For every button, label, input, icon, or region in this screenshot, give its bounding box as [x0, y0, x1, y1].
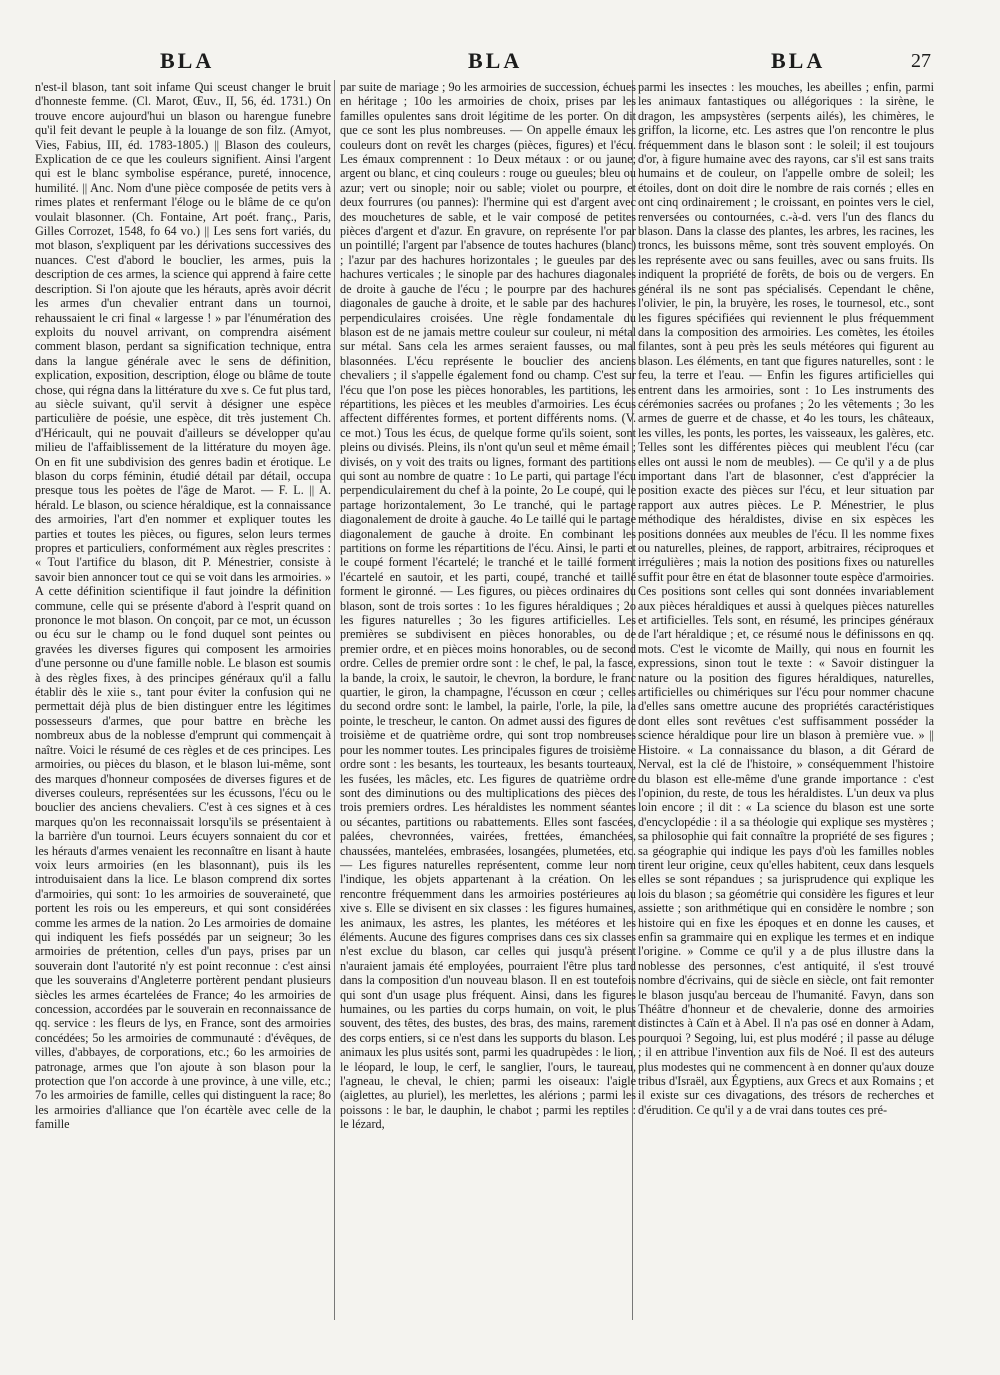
column-3-text: parmi les insectes : les mouches, les abeilles ; enfin, parmi les animaux fantastiques ou allégoriques : la sirène, le dragon, les ampsystères (serpents ailés), les chimères, le griffon, la licorne, etc. Les astres que l'on rencontre le plus fréquemment dans le blason sont : le soleil; il est toujours d'or, à figure humaine avec des rayons, car s'il est sans traits humains et de couleur, on l'appelle ombre de soleil; les étoiles, dont on doit dire le nombre de rais cornés ; elles en ont cinq ordinairement ; le croissant, en pointes vers le ciel, renversées ou contournées, c.-à-d. vers l'un des flancs du blason. Dans la classe des plantes, les arbres, les racines, les troncs, les buissons même, sont très souvent employés. On les représente avec ou sans feuilles, avec ou sans fruits. Ils indiquent la propriété de forêts, de bois ou de vergers. En général ils ne sont pas spécialisés. Cependant le chêne, l'olivier, le pin, la bruyère, les roses, le tournesol, etc., sont les figures spécifiées qui reviennent le plus fréquemment dans la composition des armoiries. Les comètes, les étoiles filantes, sont à peu près les seuls météores qui figurent au blason. Les éléments, en tant que figures naturelles, sont : le feu, la terre et l'eau. — Enfin les figures artificielles qui entrent dans les armoiries, sont : 1o Les instruments des cérémonies sacrées ou profanes ; 2o les vêtements ; 3o les armes de guerre et de chasse, et 4o les tours, les châteaux, les villes, les ponts, les portes, les vaisseaux, les galères, etc. Telles sont les différentes pièces qui meublent l'écu (car elles ont aussi le nom de meubles). — Ce qu'il y a de plus important dans l'art de blasonner, c'est d'apprécier la position exacte des pièces sur l'écu, et leur situation par rapport aux autres pièces. Le P. Ménestrier, le plus méthodique des héraldistes, divise en six espèces les positions données aux meubles de l'écu. Il les nomme fixes ou naturelles, pleines, de rapport, arbitraires, réciproques et irrégulières ; mais la notion des positions fixes ou naturelles suffit pour être en état de blasonner toute espèce d'armoiries. Ces positions sont celles qui sont données invariablement aux pièces héraldiques et aussi à quelques pièces naturelles et artificielles. Tels sont, en résumé, les principes généraux de l'art héraldique ; et, ce résumé nous le définissons en qq. mots. C'est le vicomte de Mailly, qui nous en fournit les expressions, sinon tout le texte : « Savoir distinguer la nature ou la position des figures héraldiques, naturelles, artificielles ou chimériques sur l'écu pour nommer chacune d'elles sans omettre aucune des propriétés caractéristiques dont elles sont revêtues c'est suffisamment posséder la science héraldique pour lire un blason à première vue. » || Histoire. « La connaissance du blason, a dit Gérard de Nerval, est la clé de l'histoire, » conséquemment l'histoire du blason est elle-même d'une grande importance : c'est l'opinion, du reste, de tous les héraldistes. L'un deux va plus loin encore ; il dit : « La science du blason est une sorte d'encyclopédie : il a sa théologie qui explique ses mystères ; sa philosophie qui fait connaître la propriété de ses figures ; sa géographie qui indique les pays d'où les familles nobles tirent leur origine, ceux qu'elles habitent, ceux dans lesquels elles se sont répandues ; sa jurisprudence qui explique les lois du blason ; sa géométrie qui considère les figures et leur assiette ; son arithmétique qui en considère le nombre ; son histoire qui en fixe les époques et en donne les causes, et enfin sa grammaire qui en explique les termes et en indique l'origine. » Comme ce qu'il y a de plus illustre dans la noblesse des personnes, c'est antiquité, il s'est trouvé nombre d'écrivains, qui de siècle en siècle, ont fait remonter le blason jusqu'au berceau de l'humanité. Favyn, dans son Théâtre d'honneur et de chevalerie, donne des armoiries distinctes à Caïn et à Abel. Il n'a pas osé en donner à Adam, pourquoi ? Segoing, lui, est plus modéré ; il passe au déluge ; il en attribue l'invention aux fils de Noé. Il est des auteurs plus modestes qui ne commencent à en donner qu'aux douze tribus d'Israël, aux Égyptiens, aux Grecs et aux Romains ; et il existe sur ces divagations, des trésors de recherches et d'érudition. Ce qu'il y a de vrai dans toutes ces pré- — [638, 80, 934, 1117]
text-column-3 — [638, 80, 934, 1305]
page-number: 27 — [911, 50, 931, 72]
text-column-1 — [35, 80, 331, 1305]
column-1-text: n'est-il blason, tant soit infame Qui sceust changer le bruit d'honneste femme. (Cl. Marot, Œuv., II, 56, éd. 1731.) On trouve encore aujourd'hui un blason ou harengue funebre qu'il feit devant le peuple à la louange de son filz. (Amyot, Vies, Fabius, III, éd. 1783-1805.) || Blason des couleurs, Explication de ce que les couleurs signifient. Ainsi l'argent qui est le blanc symbolise espérance, pureté, innocence, humilité. || Anc. Nom d'une pièce composée de petits vers à rimes plates et renfermant l'éloge ou le blâme de ce qu'on voulait blasonner. (Ch. Fontaine, Art poét. franç., Paris, Gilles Corrozet, 1548, fo 64 vo.) || Les sens fort variés, du mot blason, s'expliquent par les dérivations successives des nuances. C'est d'abord le bouclier, les armes, puis la description de ces armes, la science qui apprend à faire cette description. Si l'on ajoute que les hérauts, après avoir décrit les armes d'un chevalier entrant dans un tournoi, rehaussaient le cri final « largesse ! » par l'énumération des exploits du nouvel arrivant, on comprendra aisément comment blason, perdant sa signification technique, entra dans la langue générale avec le sens de définition, explication, exposition, description, éloge ou blâme de toute chose, qui régna dans la littérature du xve s. Ce fut plus tard, au siècle suivant, qu'il servit à désigner une espèce particulière de poésie, une espèce, dit très justement Ch. d'Héricault, qui ne pouvait d'ailleurs se développer qu'au milieu de l'affaiblissement de la littérature du moyen âge. On en fit une subdivision des genres badin et érotique. Le blason du corps féminin, étudié détail par détail, occupa presque tous les poètes de l'âge de Marot. — F. L. || A. hérald. Le blason, ou science héraldique, est la connaissance des armoiries, l'art d'en nommer et expliquer toutes les parties et toutes les pièces, ou figures, selon leurs termes propres et particuliers, conformément aux règles prescrites : « Tout l'artifice du blason, dit P. Ménestrier, consiste à savoir bien annoncer tout ce qui se voit dans les armoiries. » A cette définition scientifique il faut joindre la définition commune, celle qui se présente d'abord à l'esprit quand on prononce le mot blason. On conçoit, par ce mot, un écusson ou écu sur le champ ou le fond duquel sont peintes ou gravées les diverses figures qui composent les armoiries d'une personne ou d'une famille noble. Le blason est soumis à des règles fixes, à des principes généraux qu'il a fallu établir dès le xiie s., tant pour éviter la confusion qui ne permettait déjà plus de bien distinguer entre les légitimes possesseurs d'armes, que pour battre en brèche les nombreux abus de la noblesse d'emprunt qui commençait à naître. Voici le résumé de ces règles et de ces principes. Les armoiries, ou pièces du blason, et le blason lui-même, sont des marques d'honneur composées de diverses figures et de diverses couleurs, représentées sur les écussons, l'écu ou le bouclier des anciens chevaliers. C'est à ces signes et à ces marques qu'on les reconnaissait lorsqu'ils se présentaient à la barrière d'un tournoi. Leurs écuyers sonnaient du cor et les hérauts d'armes venaient les reconnaître en lisant à haute voix leurs armoiries (en les blasonnant), puis ils les introduisaient dans la lice. Le blason comprend dix sortes d'armoiries, qui sont: 1o les armoiries de souveraineté, que portent les rois ou les empereurs, et qui sont considérées comme les armes de la nation. 2o Les armoiries de domaine qui indiquent les fiefs possédés par un seigneur; 3o les armoiries de prétention, celles d'un pays, prises par un souverain dont l'autorité n'y est point reconnue : c'est ainsi que les souverains d'Angleterre portèrent pendant plusieurs siècles les armes écartelées de France; 4o les armoiries de concession, accordées par le souverain en reconnaissance de qq. service : les fleurs de lys, en France, sont des armoiries concédées; 5o les armoiries de communauté : d'évêques, de villes, d'abbayes, de corporations, etc.; 6o les armoiries de patronage, armes que l'on ajoute à son blason pour la protection que l'on accorde à une province, à une ville, etc.; 7o les armoiries de famille, celles qui distinguent la race; 8o les armoiries d'alliance que l'on écartèle avec celle de la famille — [35, 80, 331, 1132]
running-head-center: BLA — [468, 48, 523, 73]
column-2-text: par suite de mariage ; 9o les armoiries de succession, échues en héritage ; 10o les armoiries de choix, prises par les familles opulentes sans droit légitime de les porter. On dit que ce sont les plus nombreuses. — On appelle émaux les couleurs dont on revêt les charges (pièces, figures) et l'écu. Les émaux comprennent : 1o Deux métaux : or ou jaune; argent ou blanc, et cinq couleurs : rouge ou gueules; bleu ou azur; vert ou sinople; noir ou sable; violet ou pourpre, et deux fourrures (ou pannes): l'hermine qui est d'argent avec des mouchetures de sable, et le vair composé de petites pièces d'argent et d'azur. En gravure, on représente l'or par un pointillé; l'argent par l'absence de toutes hachures (blanc) ; l'azur par des hachures horizontales ; le gueules par des hachures verticales ; le sinople par des hachures diagonales de droite à gauche de l'écu ; le pourpre par des hachures diagonales de gauche à droite, et le sable par des hachures perpendiculaires croisées. Une règle fondamentale du blason est de ne jamais mettre couleur sur couleur, ni métal sur métal. Sans cela les armes seraient fausses, ou mal blasonnées. L'écu représente le bouclier des anciens chevaliers ; il s'appelle également fond ou champ. C'est sur l'écu que l'on pose les pièces honorables, les partitions, les répartitions, les pièces et les meubles d'armoiries. Les écus affectent différentes formes, et portent différents noms. (V. ce mot.) Tous les écus, de quelque forme qu'ils soient, sont pleins ou divisés. Pleins, ils n'ont qu'un seul et même émail ; divisés, on y voit des traits ou lignes, formant des partitions qui sont au nombre de quatre : 1o Le parti, qui partage l'écu perpendiculairement du chef à la pointe, 2o Le coupé, qui le partage horizontalement, 3o Le tranché, qui le partage diagonalement de droite à gauche. 4o Le taillé qui le partage diagonalement de gauche à droite. En combinant les partitions on forme les répartitions de l'écu. Ainsi, le parti et le coupé forment l'écartelé; le tranché et le taillé forment l'écartelé en sautoir, et les parti, coupé, tranché et taillé forment le gironné. — Les figures, ou pièces ordinaires du blason, sont de trois sortes : 1o les figures héraldiques ; 2o les figures naturelles ; 3o les figures artificielles. Les premières se subdivisent en pièces honorables, ou de premier ordre, et en pièces moins honorables, ou de second ordre. Celles de premier ordre sont : le chef, le pal, la fasce, la bande, la croix, le sautoir, le chevron, la bordure, le franc quartier, le giron, la champagne, l'écusson en cœur ; celles du second ordre sont: le lambel, la pairle, l'orle, la pile, la pointe, le trescheur, le canton. On admet aussi des figures de troisième et de quatrième ordre, qui sont trop nombreuses pour les nommer toutes. Les principales figures de troisième ordre sont : les besants, les tourteaux, les besants tourteaux, les fusées, les mâcles, etc. Les figures de quatrième ordre sont des diminutions ou des multiplications des pièces des trois premiers ordres. Les héraldistes les nomment séantes ou sécantes, partitions ou rabattements. Elles sont fascées, palées, chevronnées, vairées, frettées, émanchées, chaussées, mantelées, embrasées, losangées, plumetées, etc. — Les figures naturelles représentent, comme leur nom l'indique, les objets appartenant à la création. On les rencontre fréquemment dans les armoiries postérieures au xive s. Elle se divisent en six classes : les figures humaines, les animaux, les astres, les plantes, les météores et les éléments. Aucune des figures comprises dans ces six classes n'est exclue du blason, car celles qui jusqu'à présent n'auraient jamais été employées, pourraient l'être plus tard dans la composition d'un nouveau blason. Il en est toutefois qui sont d'un usage plus fréquent. Ainsi, dans les figures humaines, ou les parties du corps humain, on voit, le plus souvent, des têtes, des bustes, des bras, des mains, rarement des corps entiers, si ce n'est dans les supports du blason. Les animaux les plus usités sont, parmi les quadrupèdes : le lion, le léopard, le loup, le cerf, le sanglier, l'ours, le taureau, l'agneau, le cheval, le chien; parmi les oiseaux: l'aigle (aiglettes, au pluriel), les merlettes, les alérions ; parmi les poissons : le bar, le dauphin, le chabot ; parmi les reptiles : le lézard, — [340, 80, 636, 1132]
column-rule-1 — [334, 80, 335, 1320]
running-head-left: BLA — [160, 48, 215, 73]
page-header — [0, 48, 1000, 78]
text-column-2 — [340, 80, 636, 1305]
running-head-right: BLA — [771, 48, 826, 73]
